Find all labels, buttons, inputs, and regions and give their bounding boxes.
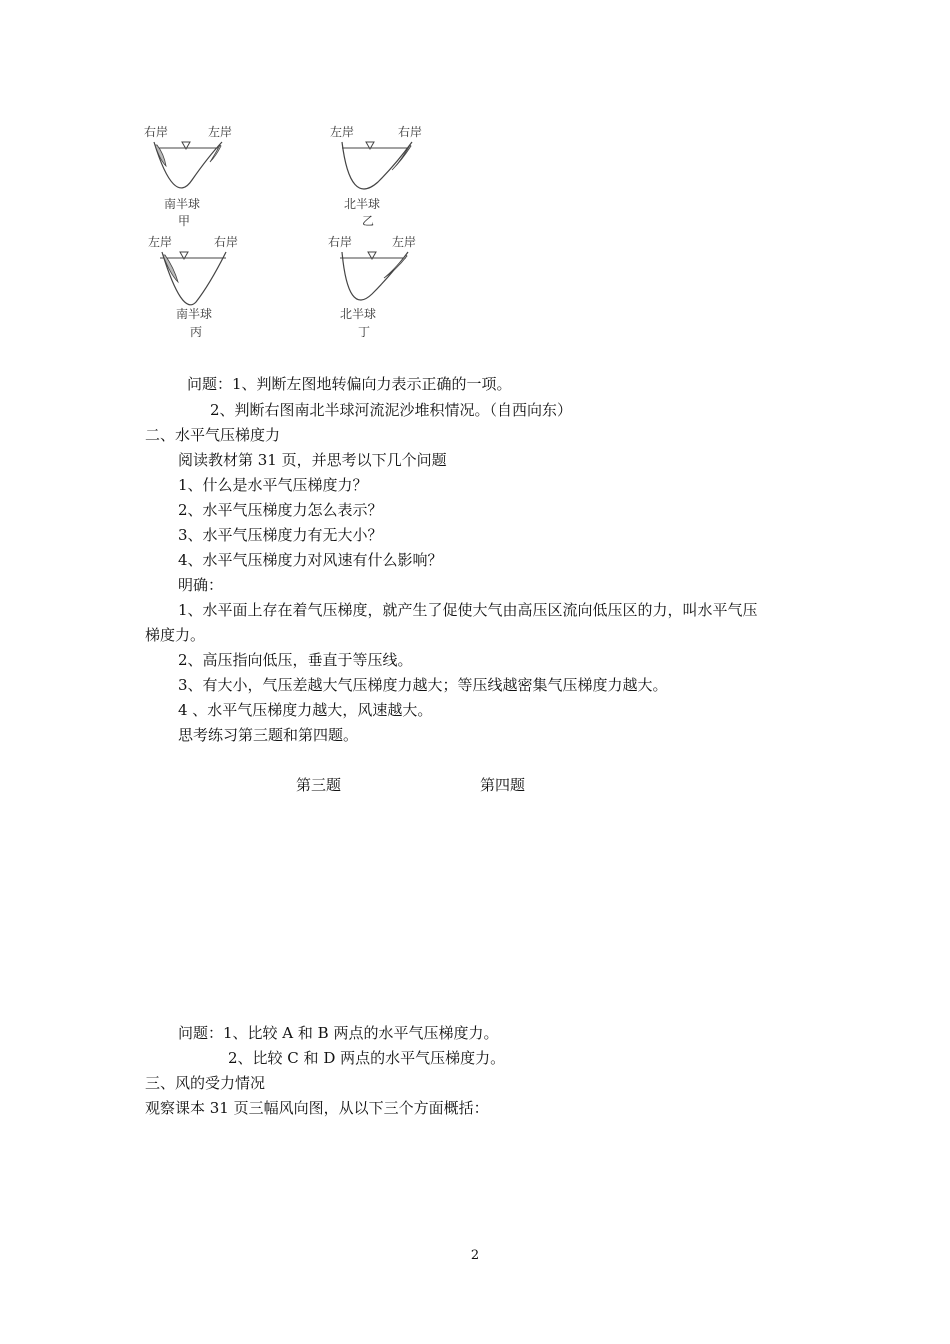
- exercise-prompt: 思考练习第三题和第四题。: [178, 726, 359, 744]
- answer-1-line-1: 1、水平面上存在着气压梯度，就产生了促使大气由高压区流向低压区的力，叫水平气压: [178, 601, 758, 619]
- panel-jia-right-label: 左岸: [208, 125, 233, 139]
- observe-prompt: 观察课本 31 页三幅风向图，从以下三个方面概括：: [145, 1099, 489, 1117]
- question-ab: 问题：1、比较 A 和 B 两点的水平气压梯度力。: [178, 1024, 499, 1042]
- page-number: 2: [470, 1248, 480, 1263]
- panel-jia-tag: 甲: [178, 214, 191, 228]
- question-item-2: 2、水平气压梯度力怎么表示？: [178, 501, 383, 519]
- exercise-4-label: 第四题: [480, 776, 526, 794]
- panel-ding-tag: 丁: [358, 325, 371, 339]
- panel-ding-left-label: 右岸: [328, 235, 353, 249]
- panel-yi-left-label: 左岸: [330, 125, 355, 139]
- clarify-label: 明确：: [178, 576, 224, 594]
- panel-yi-hemisphere: 北半球: [344, 197, 381, 211]
- panel-bing-hemisphere: 南半球: [176, 307, 213, 321]
- panel-bing-tag: 丙: [190, 325, 203, 339]
- question-item-1: 1、什么是水平气压梯度力？: [178, 476, 368, 494]
- panel-yi: [330, 124, 422, 228]
- question-item-3: 3、水平气压梯度力有无大小？: [178, 526, 383, 544]
- panel-jia-hemisphere: 南半球: [164, 197, 201, 211]
- panel-bing-left-label: 左岸: [148, 235, 173, 249]
- question-1: 问题：1、判断左图地转偏向力表示正确的一项。: [187, 375, 512, 393]
- reading-prompt: 阅读教材第 31 页，并思考以下几个问题: [178, 451, 447, 469]
- question-2: 2、判断右图南北半球河流泥沙堆积情况。（自西向东）: [210, 401, 573, 419]
- panel-jia: [144, 124, 232, 228]
- river-cross-section-diagrams: [130, 112, 450, 347]
- panel-bing-right-label: 右岸: [214, 235, 239, 249]
- question-cd: 2、比较 C 和 D 两点的水平气压梯度力。: [228, 1049, 506, 1067]
- section-3-heading: 三、风的受力情况: [145, 1074, 266, 1092]
- panel-ding: [328, 234, 416, 339]
- river-cross-section-figure: [130, 112, 450, 347]
- answer-2: 2、高压指向低压，垂直于等压线。: [178, 651, 413, 669]
- panel-jia-left-label: 右岸: [144, 125, 169, 139]
- answer-4: 4 、水平气压梯度力越大，风速越大。: [178, 701, 433, 719]
- section-2-heading: 二、水平气压梯度力: [145, 426, 281, 444]
- panel-bing: [148, 234, 238, 339]
- panel-yi-right-label: 右岸: [398, 125, 423, 139]
- answer-3: 3、有大小，气压差越大气压梯度力越大；等压线越密集气压梯度力越大。: [178, 676, 668, 694]
- question-item-4: 4、水平气压梯度力对风速有什么影响？: [178, 551, 443, 569]
- answer-1-line-2: 梯度力。: [145, 626, 206, 644]
- panel-ding-hemisphere: 北半球: [340, 307, 377, 321]
- exercise-3-label: 第三题: [296, 776, 342, 794]
- panel-yi-tag: 乙: [362, 214, 375, 228]
- panel-ding-right-label: 左岸: [392, 235, 417, 249]
